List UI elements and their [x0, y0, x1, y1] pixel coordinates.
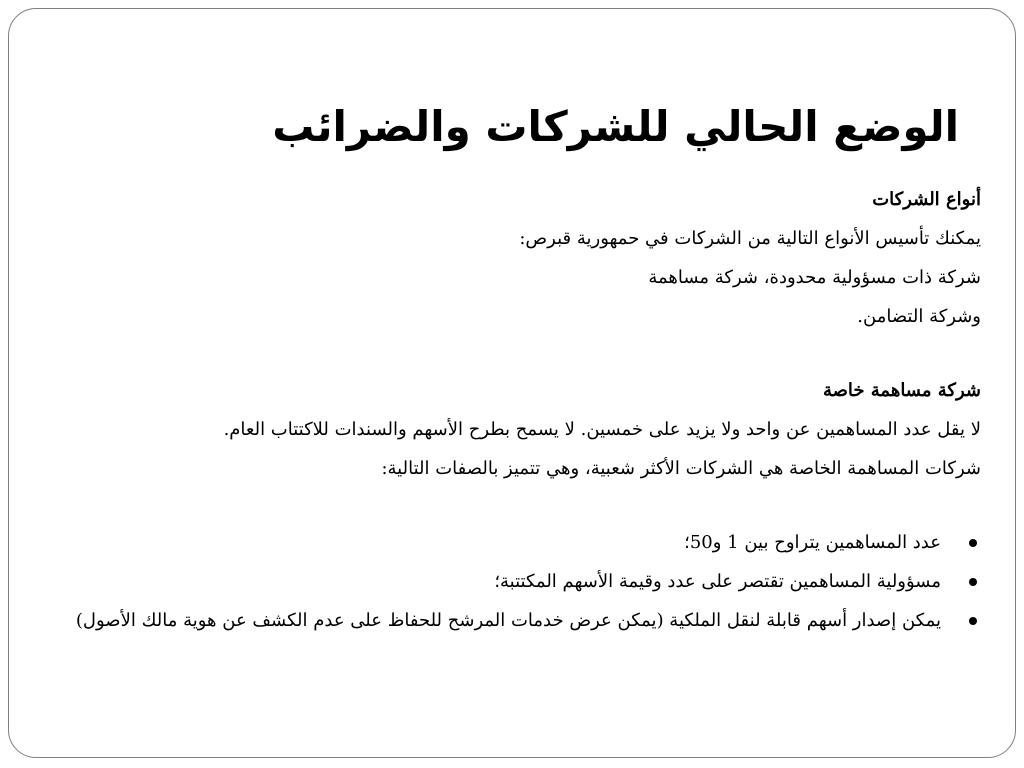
- slide-title: الوضع الحالي للشركات والضرائب: [272, 102, 959, 151]
- bullet-dot-icon: [969, 617, 977, 625]
- bullet-text: يمكن إصدار أسهم قابلة لنقل الملكية (يمكن عرض خدمات المرشح للحفاظ على عدم الكشف عن هوية مالك الأصول): [75, 610, 941, 631]
- spacer: [21, 488, 981, 523]
- bullet-text: مسؤولية المساهمين تقتصر على عدد وقيمة الأسهم المكتتبة؛: [494, 571, 941, 592]
- body-line: شركة ذات مسؤولية محدودة، شركة مساهمة: [648, 267, 981, 288]
- body-line: لا يقل عدد المساهمين عن واحد ولا يزيد على خمسين. لا يسمح بطرح الأسهم والسندات للاكتتاب العام.: [223, 419, 981, 440]
- section-heading-private-joint-stock: شركة مساهمة خاصة: [822, 380, 981, 401]
- body-line: وشركة التضامن.: [857, 306, 981, 327]
- section-heading-company-types: أنواع الشركات: [872, 189, 981, 210]
- bullet-list: [21, 523, 981, 640]
- bullet-text: عدد المساهمين يتراوح بين 1 و50؛: [684, 532, 941, 553]
- slide-body: [21, 180, 981, 640]
- bullet-item: [21, 523, 981, 562]
- slide-frame: [8, 8, 1016, 758]
- bullet-dot-icon: [969, 578, 977, 586]
- spacer: [21, 336, 981, 371]
- bullet-dot-icon: [969, 539, 977, 547]
- body-line: يمكنك تأسيس الأنواع التالية من الشركات في حمهورية قبرص:: [519, 228, 981, 249]
- bullet-item: [21, 601, 981, 640]
- body-line: شركات المساهمة الخاصة هي الشركات الأكثر شعبية، وهي تتميز بالصفات التالية:: [381, 458, 981, 479]
- bullet-item: [21, 562, 981, 601]
